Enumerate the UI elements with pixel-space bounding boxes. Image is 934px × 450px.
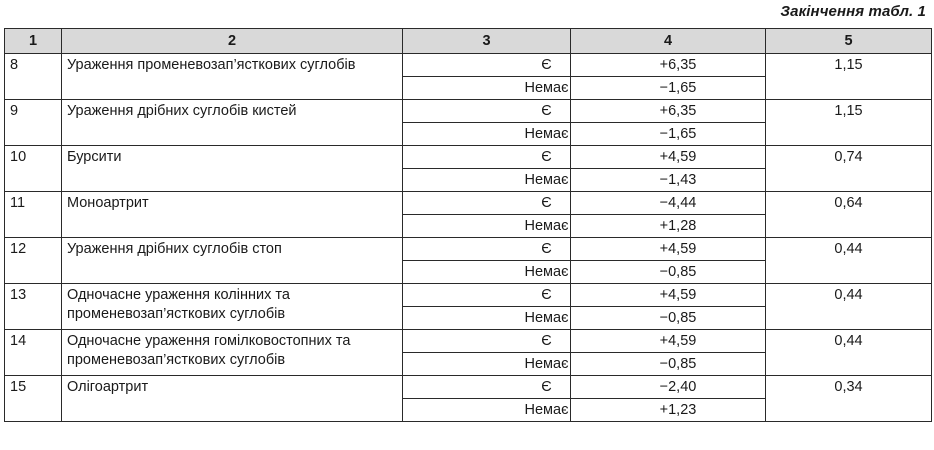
row-number: 10 xyxy=(5,146,62,192)
row-number: 14 xyxy=(5,330,62,376)
header-col-2: 2 xyxy=(62,29,403,54)
presence-no: Немає xyxy=(403,215,571,238)
data-table xyxy=(4,28,932,422)
presence-no: Немає xyxy=(403,307,571,330)
table-row xyxy=(5,192,932,215)
row-number: 11 xyxy=(5,192,62,238)
feature-name: Одночасне ураження колінних та променевозап’ясткових суглобів xyxy=(62,284,403,330)
presence-yes: Є xyxy=(403,238,571,261)
feature-name: Ураження дрібних суглобів стоп xyxy=(62,238,403,284)
table-row xyxy=(5,284,932,307)
presence-no: Немає xyxy=(403,169,571,192)
coefficient-yes: +6,35 xyxy=(571,54,766,77)
coefficient-no: −0,85 xyxy=(571,307,766,330)
table-caption: Закінчення табл. 1 xyxy=(780,3,926,20)
feature-name: Олігоартрит xyxy=(62,376,403,422)
header-col-3: 3 xyxy=(403,29,571,54)
coefficient-no: +1,28 xyxy=(571,215,766,238)
feature-name: Бурсити xyxy=(62,146,403,192)
coefficient-no: −1,43 xyxy=(571,169,766,192)
informativeness-value: 0,44 xyxy=(766,238,932,284)
informativeness-value: 0,34 xyxy=(766,376,932,422)
table-row xyxy=(5,100,932,123)
table-row xyxy=(5,238,932,261)
coefficient-yes: +6,35 xyxy=(571,100,766,123)
coefficient-yes: −2,40 xyxy=(571,376,766,399)
coefficient-yes: −4,44 xyxy=(571,192,766,215)
presence-no: Немає xyxy=(403,77,571,100)
row-number: 13 xyxy=(5,284,62,330)
informativeness-value: 0,64 xyxy=(766,192,932,238)
presence-yes: Є xyxy=(403,284,571,307)
informativeness-value: 0,44 xyxy=(766,284,932,330)
coefficient-no: −1,65 xyxy=(571,123,766,146)
header-col-1: 1 xyxy=(5,29,62,54)
presence-yes: Є xyxy=(403,376,571,399)
feature-name: Ураження променевозап’ясткових суглобів xyxy=(62,54,403,100)
row-number: 8 xyxy=(5,54,62,100)
presence-no: Немає xyxy=(403,261,571,284)
header-row xyxy=(5,29,932,54)
coefficient-no: +1,23 xyxy=(571,399,766,422)
feature-name: Ураження дрібних суглобів кистей xyxy=(62,100,403,146)
table-row xyxy=(5,146,932,169)
informativeness-value: 0,44 xyxy=(766,330,932,376)
coefficient-yes: +4,59 xyxy=(571,238,766,261)
presence-no: Немає xyxy=(403,353,571,376)
coefficient-no: −1,65 xyxy=(571,77,766,100)
coefficient-yes: +4,59 xyxy=(571,146,766,169)
coefficient-yes: +4,59 xyxy=(571,330,766,353)
header-col-5: 5 xyxy=(766,29,932,54)
feature-name: Моноартрит xyxy=(62,192,403,238)
header-col-4: 4 xyxy=(571,29,766,54)
presence-yes: Є xyxy=(403,192,571,215)
informativeness-value: 1,15 xyxy=(766,100,932,146)
row-number: 12 xyxy=(5,238,62,284)
table-row xyxy=(5,330,932,353)
presence-yes: Є xyxy=(403,146,571,169)
informativeness-value: 1,15 xyxy=(766,54,932,100)
presence-no: Немає xyxy=(403,123,571,146)
informativeness-value: 0,74 xyxy=(766,146,932,192)
coefficient-no: −0,85 xyxy=(571,353,766,376)
presence-yes: Є xyxy=(403,330,571,353)
table-row xyxy=(5,54,932,77)
coefficient-yes: +4,59 xyxy=(571,284,766,307)
presence-yes: Є xyxy=(403,54,571,77)
presence-no: Немає xyxy=(403,399,571,422)
table-row xyxy=(5,376,932,399)
row-number: 9 xyxy=(5,100,62,146)
row-number: 15 xyxy=(5,376,62,422)
feature-name: Одночасне ураження гомілковостопних та променевозап’ясткових суглобів xyxy=(62,330,403,376)
presence-yes: Є xyxy=(403,100,571,123)
coefficient-no: −0,85 xyxy=(571,261,766,284)
